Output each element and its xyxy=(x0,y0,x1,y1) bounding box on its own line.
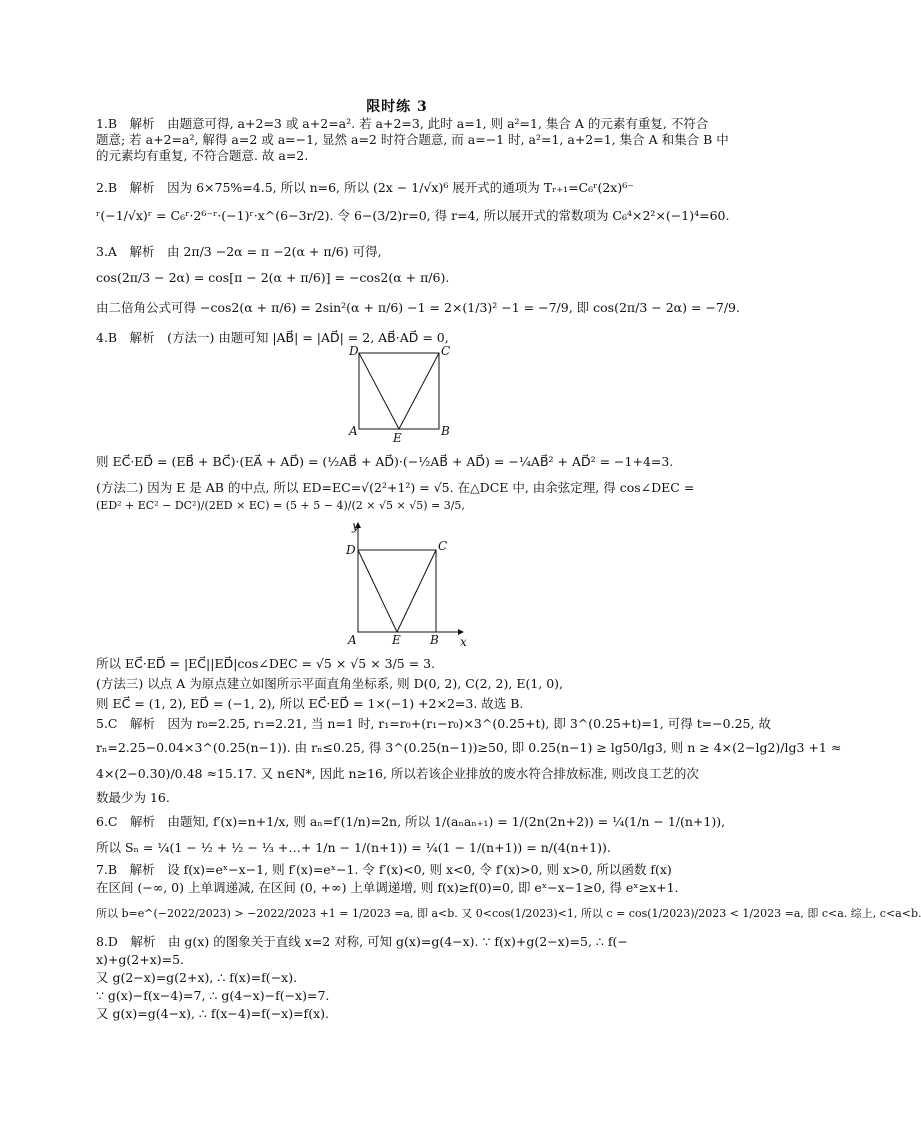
label-D: D xyxy=(349,344,359,358)
text-line: 4×(2−0.30)/0.48 ≈15.17. 又 n∈N*, 因此 n≥16, 所以若该企业排放的废水符合排放标准, 则改良工艺的次 xyxy=(96,766,699,781)
text-line: 又 g(2−x)=g(2+x), ∴ f(x)=f(−x). xyxy=(96,970,298,985)
coordinate-figure-2 xyxy=(338,520,468,648)
text-line: 则 EC⃗·ED⃗ = (EB⃗ + BC⃗)·(EA⃗ + AD⃗) = (½AB⃗ + AD⃗)·(−½AB⃗ + AD⃗) = −¼AB⃗² + AD⃗² = −1+4=3. xyxy=(96,454,674,469)
text-line: 题意; 若 a+2=a², 解得 a=2 或 a=−1, 显然 a=2 时符合题意, 而 a=−1 时, a²=1, a+2=1, 集合 A 和集合 B 中 xyxy=(96,132,729,147)
text-line: 1.B 解析 由题意可得, a+2=3 或 a+2=a². 若 a+2=3, 此时 a=1, 则 a²=1, 集合 A 的元素有重复, 不符合 xyxy=(96,116,709,131)
text-line: 5.C 解析 因为 r₀=2.25, r₁=2.21, 当 n=1 时, r₁=r₀+(r₁−r₀)×3^(0.25+t), 即 3^(0.25+t)=1, 可得 t=−0.25, 故 xyxy=(96,716,771,731)
text-line: x)+g(2+x)=5. xyxy=(96,952,185,967)
text-line: 所以 EC⃗·ED⃗ = |EC⃗||ED⃗|cos∠DEC = √5 × √5 × 3/5 = 3. xyxy=(96,656,436,671)
text-line: 7.B 解析 设 f(x)=eˣ−x−1, 则 f′(x)=eˣ−1. 令 f′(x)<0, 则 x<0, 令 f′(x)>0, 则 x>0, 所以函数 f(x) xyxy=(96,862,672,877)
text-line: 的元素均有重复, 不符合题意. 故 a=2. xyxy=(96,148,309,163)
label-A: A xyxy=(349,424,358,438)
text-line: 则 EC⃗ = (1, 2), ED⃗ = (−1, 2), 所以 EC⃗·ED⃗ = 1×(−1) +2×2=3. 故选 B. xyxy=(96,696,524,711)
text-line: ∵ g(x)−f(x−4)=7, ∴ g(4−x)−f(−x)=7. xyxy=(96,988,330,1003)
text-line: 2.B 解析 因为 6×75%=4.5, 所以 n=6, 所以 (2x − 1/√x)⁶ 展开式的通项为 Tᵣ₊₁=C₆ʳ(2x)⁶⁻ xyxy=(96,180,634,195)
text-line: cos(2π/3 − 2α) = cos[π − 2(α + π/6)] = −cos2(α + π/6). xyxy=(96,270,450,285)
text-line: 由二倍角公式可得 −cos2(α + π/6) = 2sin²(α + π/6) −1 = 2×(1/3)² −1 = −7/9, 即 cos(2π/3 − 2α) = −7/9. xyxy=(96,300,740,315)
label-y: y xyxy=(352,519,359,533)
text-line: 4.B 解析 (方法一) 由题可知 |AB⃗| = |AD⃗| = 2, AB⃗·AD⃗ = 0, xyxy=(96,330,449,345)
text-line: 8.D 解析 由 g(x) 的图象关于直线 x=2 对称, 可知 g(x)=g(4−x). ∵ f(x)+g(2−x)=5, ∴ f(− xyxy=(96,934,628,949)
text-line: ʳ(−1/√x)ʳ = C₆ʳ·2⁶⁻ʳ·(−1)ʳ·x^(6−3r/2). 令 6−(3/2)r=0, 得 r=4, 所以展开式的常数项为 C₆⁴×2²×(−1)⁴=60. xyxy=(96,208,730,223)
text-line: 数最少为 16. xyxy=(96,790,170,805)
text-line: 所以 Sₙ = ¼(1 − ½ + ½ − ⅓ +…+ 1/n − 1/(n+1)) = ¼(1 − 1/(n+1)) = n/(4(n+1)). xyxy=(96,840,611,855)
text-line: 又 g(x)=g(4−x), ∴ f(x−4)=f(−x)=f(x). xyxy=(96,1006,329,1021)
label-B: B xyxy=(430,633,439,647)
square-figure-1 xyxy=(345,345,455,445)
page-title: 限时练 3 xyxy=(366,99,428,115)
label-E: E xyxy=(393,431,402,445)
text-line: (ED² + EC² − DC²)/(2ED × EC) = (5 + 5 − 4)/(2 × √5 × √5) = 3/5, xyxy=(96,499,465,512)
label-C: C xyxy=(438,539,448,553)
text-line: 3.A 解析 由 2π/3 −2α = π −2(α + π/6) 可得, xyxy=(96,244,382,259)
text-line: 在区间 (−∞, 0) 上单调递减, 在区间 (0, +∞) 上单调递增, 则 f(x)≥f(0)=0, 即 eˣ−x−1≥0, 得 eˣ≥x+1. xyxy=(96,880,679,895)
text-line: 所以 b=e^(−2022/2023) > −2022/2023 +1 = 1/2023 =a, 即 a<b. 又 0<cos(1/2023)<1, 所以 c = cos(1/2023)/2023 < 1/2023 =a, 即 c<a. 综上, c<a<b. xyxy=(96,907,921,920)
label-A: A xyxy=(348,633,357,647)
coordinate-diagram xyxy=(338,520,468,648)
text-line: (方法二) 因为 E 是 AB 的中点, 所以 ED=EC=√(2²+1²) = √5. 在△DCE 中, 由余弦定理, 得 cos∠DEC = xyxy=(96,480,695,495)
label-E: E xyxy=(392,633,401,647)
label-B: B xyxy=(441,424,450,438)
geometry-diagram xyxy=(345,345,455,445)
text-line: rₙ=2.25−0.04×3^(0.25(n−1)). 由 rₙ≤0.25, 得 3^(0.25(n−1))≥50, 即 0.25(n−1) ≥ lg50/lg3, 则 n ≥ 4×(2−lg2)/lg3 +1 ≈ xyxy=(96,740,842,755)
label-x: x xyxy=(460,635,467,649)
text-line: (方法三) 以点 A 为原点建立如图所示平面直角坐标系, 则 D(0, 2), C(2, 2), E(1, 0), xyxy=(96,676,564,691)
label-C: C xyxy=(441,344,451,358)
label-D: D xyxy=(346,543,356,557)
text-line: 6.C 解析 由题知, f′(x)=n+1/x, 则 aₙ=f′(1/n)=2n, 所以 1/(aₙaₙ₊₁) = 1/(2n(2n+2)) = ¼(1/n − 1/(n+1)), xyxy=(96,814,726,829)
